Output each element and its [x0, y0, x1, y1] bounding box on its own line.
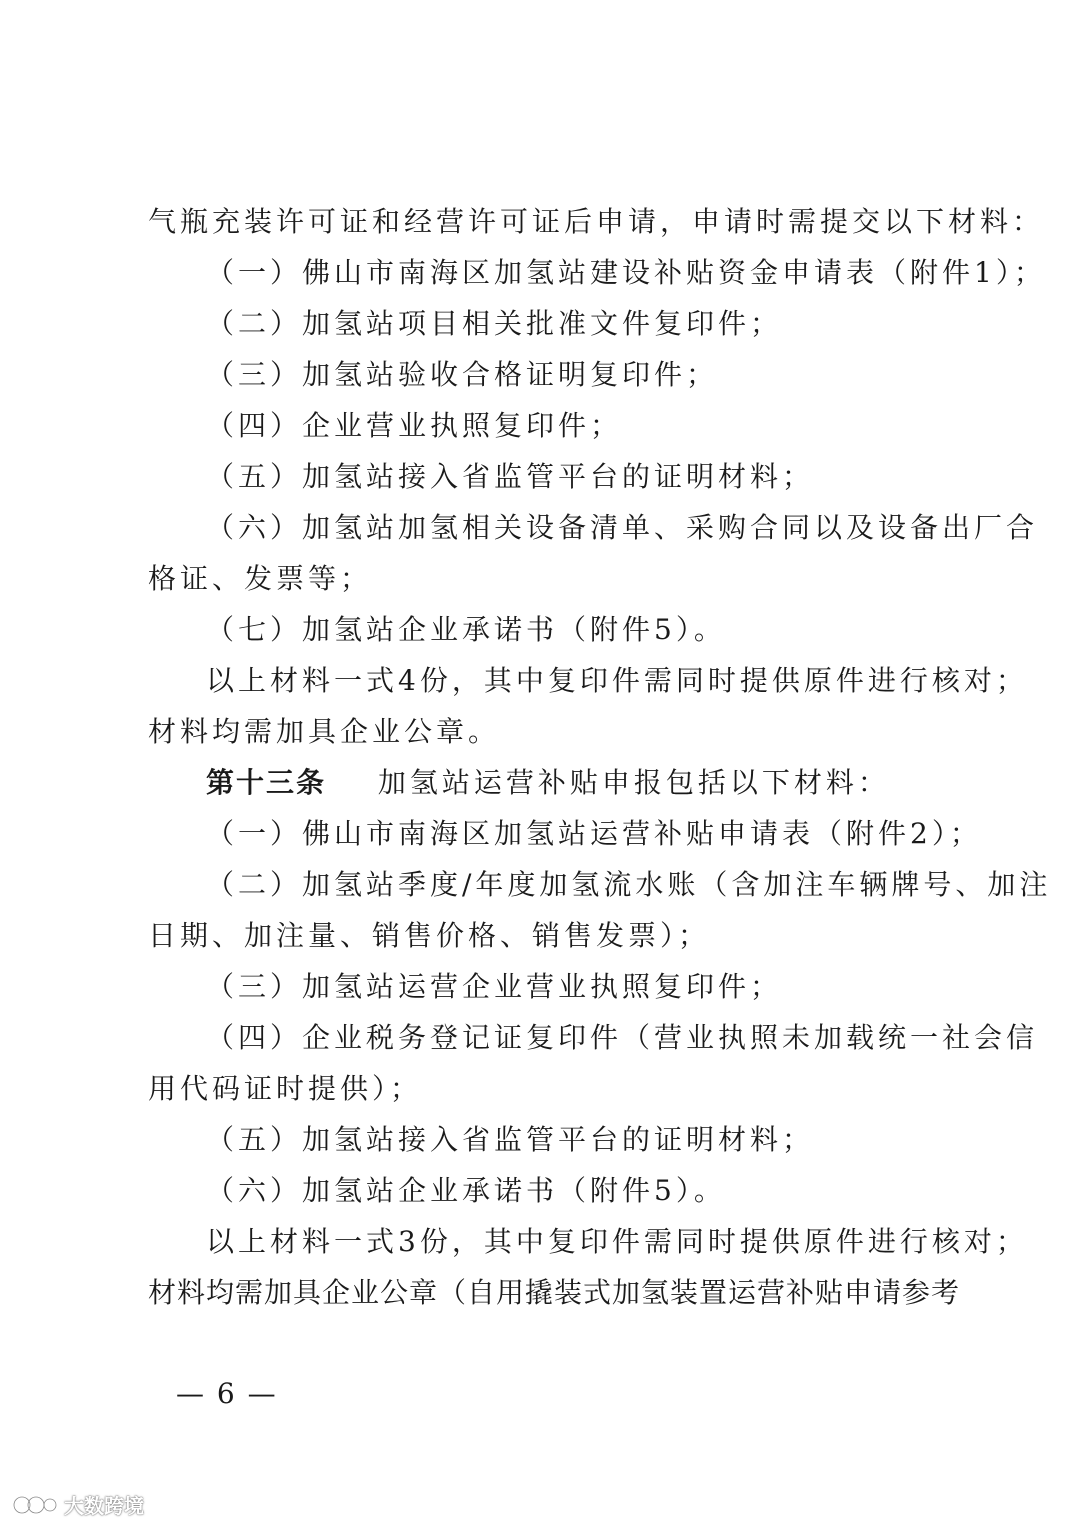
list-item: （二）加氢站季度/年度加氢流水账（含加注车辆牌号、加注 [206, 868, 1052, 901]
text-line: 以上材料一式3份，其中复印件需同时提供原件进行核对； [206, 1225, 1028, 1258]
list-item: （三）加氢站验收合格证明复印件； [206, 358, 719, 391]
list-item: （一）佛山市南海区加氢站运营补贴申请表（附件2）； [206, 817, 982, 850]
article-line [206, 766, 890, 800]
text-line: 以上材料一式4份，其中复印件需同时提供原件进行核对； [206, 664, 1028, 697]
list-item: （三）加氢站运营企业营业执照复印件； [206, 970, 783, 1003]
text-line: 气瓶充装许可证和经营许可证后申请，申请时需提交以下材料： [148, 205, 1045, 238]
list-item: （五）加氢站接入省监管平台的证明材料； [206, 1123, 815, 1156]
watermark-text: 大数跨境 [64, 1494, 144, 1518]
list-item: （六）加氢站企业承诺书（附件5）。 [206, 1174, 726, 1207]
list-item: （六）加氢站加氢相关设备清单、采购合同以及设备出厂合 [206, 511, 1039, 544]
text-line: 材料均需加具企业公章。 [148, 715, 501, 748]
list-item: （四）企业营业执照复印件； [206, 409, 623, 442]
watermark-logo-icon [12, 1493, 58, 1517]
list-item: （二）加氢站项目相关批准文件复印件； [206, 307, 783, 340]
text-line: 用代码证时提供）； [148, 1072, 423, 1105]
text-line: 日期、加注量、销售价格、销售发票）； [148, 919, 711, 952]
list-item: （一）佛山市南海区加氢站建设补贴资金申请表（附件1）； [206, 256, 1046, 289]
article-text: 加氢站运营补贴申报包括以下材料： [377, 766, 890, 799]
list-item: （七）加氢站企业承诺书（附件5）。 [206, 613, 726, 646]
list-item: （四）企业税务登记证复印件（营业执照未加载统一社会信 [206, 1021, 1039, 1054]
watermark [12, 1490, 144, 1519]
text-line: 材料均需加具企业公章（自用撬装式加氢装置运营补贴申请参考 [148, 1276, 961, 1309]
article-label: 第十三条 [206, 766, 327, 799]
list-item: （五）加氢站接入省监管平台的证明材料； [206, 460, 815, 493]
page-number: — 6 — [176, 1377, 278, 1410]
text-line: 格证、发票等； [148, 562, 373, 595]
